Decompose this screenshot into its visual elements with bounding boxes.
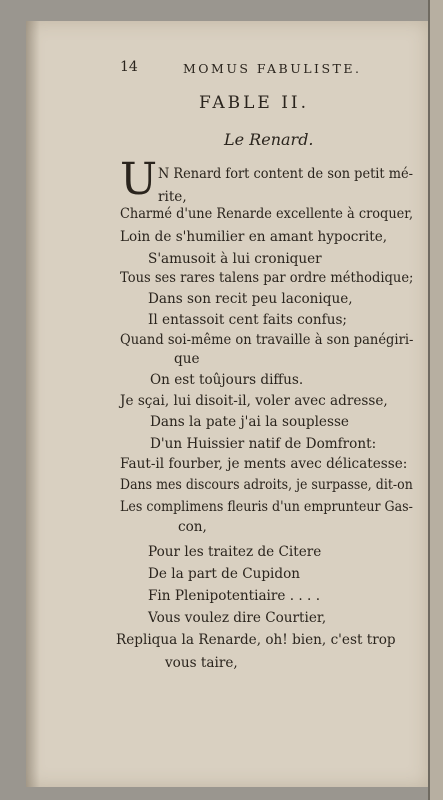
running-title: MOMUS FABULISTE.	[183, 61, 362, 76]
poem-line: Dans mes discours adroits, je surpasse, dit-on	[120, 477, 413, 493]
poem-line: Quand soi-même on travaille à son panégiri-	[120, 332, 414, 348]
poem-line: Il entassoit cent faits confus;	[148, 312, 348, 328]
poem-line: que	[174, 351, 200, 367]
poem-line: S'amusoit à lui croniquer	[148, 251, 322, 267]
poem-line: Faut-il fourber, je ments avec délicatesse:	[120, 456, 408, 472]
poem-line: D'un Huissier natif de Domfront:	[150, 436, 377, 452]
poem-line: Charmé d'une Renarde excellente à croquer,	[120, 206, 414, 222]
poem-line: Repliqua la Renarde, oh! bien, c'est trop	[116, 632, 396, 648]
poem-line: N Renard fort content de son petit mé-	[158, 166, 414, 182]
poem-line: con,	[178, 519, 207, 535]
poem-line: rite,	[158, 189, 187, 205]
fable-title: FABLE II.	[199, 93, 310, 113]
poem-line: Dans son recit peu laconique,	[148, 291, 353, 307]
fable-subtitle: Le Renard.	[224, 130, 314, 149]
poem-line: Dans la pate j'ai la souplesse	[150, 414, 349, 430]
spine-shadow	[26, 21, 40, 787]
poem-line: Je sçai, lui disoit-il, voler avec adresse,	[120, 393, 388, 409]
adjacent-page-edge	[428, 0, 443, 800]
poem-line: vous taire,	[165, 655, 238, 671]
page-edge-line	[428, 0, 430, 800]
poem-line: Les complimens fleuris d'un emprunteur Gas-	[120, 499, 413, 515]
page-number: 14	[120, 59, 138, 75]
poem-line: Loin de s'humilier en amant hypocrite,	[120, 229, 388, 245]
poem-line: On est toûjours diffus.	[150, 372, 304, 388]
poem-line: Tous ses rares talens par ordre méthodique;	[120, 270, 414, 286]
drop-cap: U	[120, 154, 158, 205]
poem-line: Pour les traitez de Citere	[148, 544, 322, 560]
poem-line: De la part de Cupidon	[148, 566, 301, 582]
poem-line: Vous voulez dire Courtier,	[148, 610, 327, 626]
poem-line: Fin Plenipotentiaire . . . .	[148, 588, 321, 604]
